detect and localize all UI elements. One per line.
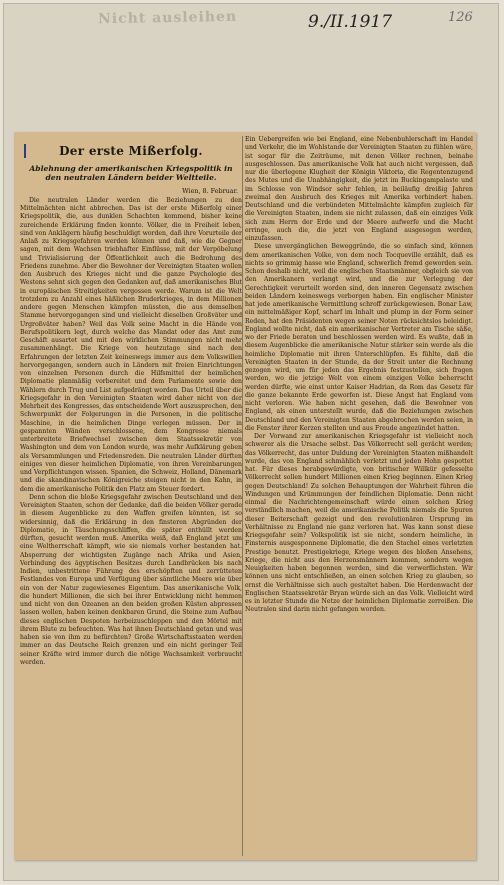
article-paragraph: Die neutralen Länder werden die Beziehungen zu den Mittelmächten nicht abbrechen. Das ist der erste Mißerfolg einer Kriegspolitik, die, aus dunklen Schachten kommend, bisher keine zureichende Erklärung finden konnte. Völker, die in Freiheit leben, sind von Anklägern häufig beschuldigt worden, daß ihre Vorurteile der Anlaß zu Kriegsgefahren werden können und daß, wie die Gegner sagen, mit dem Wachsen triebhafter Einflüsse, mit der Verpöbelung und Trivialisierung der Öffentlichkeit auch die Bedrohung des Friedens zunehme. Aber die Bewohner der Vereinigten Staaten wollen den Ausbruch des Krieges nicht und die ganze Psychologie des Westens sehnt sich gegen den Gedanken auf, daß amerikanisches Blut in europäischen Streitigkeiten vergossen werde. Warum ist die Welt trotzdem zu Anzahl eines häßlichen Bruderkrieges, in dem Millionen andere gegen Menschen kämpfen müssten, die aus demselben Stamme hervorgegangen sind und vielleicht dieselben Großväter und Urgroßväter haben? Weil das Volk seine Macht in die Hände von Berufspolitikern legt, durch welche das Mandat oder das Amt zum Geschäft ausartet und mit den wirklichen Stimmungen nicht mehr zusammenhängt. Die Kriege von heutzutage sind nach den Erfahrungen der letzten Zeit keineswegs immer aus dem Volkswillen hervorgegangen, sondern auch in Ländern mit freien Einrichtungen von einzelnen Personen durch die Hilfsmittel der heimlichen Diplomatie planmäßig vorbereitet und dem Parlamente sowie den Wählern durch Trug und List aufgedrängt worden. Das Urteil über die Kriegsgefahr in den Vereinigten Staaten wird daher nicht von der Mehrheit des Kongresses, das entscheidende Wort auszusprechen, den Schwerpunkt der Folgerungen in die Personen, in die politische Maschine, in die heimlichen Dinge verlegen müssen. Der in gespannten Wänden verschlossene, dem Kongresse niemals unterbreitete Briefwechsel zwischen dem Staatssekretär von Washington und dem von London wurde, was mehr Aufklärung geben als Versammlungen und Friedensreden. Die neutralen Länder dürften einiges von dieser heimlichen Diplomatie, von ihren Vereinbarungen und Verpflichtungen wissen. Spanien, die Schweiz, Holland, Dänemark und die skandinavischen Königreiche steigen nicht in den Kahn, in dem die amerikanische Politik den Platz am Steuer fordert.	[20, 196, 242, 493]
faint-archive-stamp: Nicht ausleihen	[97, 8, 238, 28]
article-dateline: Wien, 8. Februar.	[182, 186, 238, 195]
article-paragraph: Denn schon die bloße Kriegsgefahr zwischen Deutschland und den Vereinigten Staaten, schon der Gedanke, daß die beiden Völker gerade in diesem Augenblicke zu den Waffen greifen könnten, ist so widersinnig, daß die Erklärung in den finsteren Abgründen der Diplomatie, in Täuschungsschliffen, die später enthüllt werden dürften, gesucht werden muß. Amerika weiß, daß England jetzt um eine Weltherrschaft kämpft, wie sie niemals vorher bestanden hat. Absperrung der wichtigsten Zugänge nach Afrika und Asien, Verbindung des ägyptischen Besitzes durch Landbrücken bis nach Indien, unbestrittene Führung des erschöpften und zerrütteten Festlandes von Europa und Verfügung über sämtliche Meere wie über ein von der Natur zugewiesenes Eigentum. Das amerikanische Volk, die hundert Millionen, die sich bei ihrer Entwicklung nicht hemmen und nicht von den Ozeanen an den beiden großen Küsten abpressen lassen wollen, haben keinen denkbaren Grund, die Steine zum Aufbau dieses englischen Despoten herbeizuschleppen und den Mörtel mit ihrem Blute zu befeuchten. Was hat ihnen Deutschland getan und was haben sie von ihm zu befürchten? Große Wirtschaftsstaaten werden immer an das Deutsche Reich grenzen und ein nicht geringer Teil seiner Kräfte wird immer durch die nötige Wachsamkeit verbraucht werden.	[20, 493, 242, 666]
article-paragraph: Der Vorwand zur amerikanischen Kriegsgefahr ist vielleicht noch schwerer als die Ursache selbst. Das Völkerrecht soll gerächt werden; das Völkerrecht, das unter Duldung der Vereinigten Staaten mißhandelt wurde, das von England schmählich verletzt und jeden Hohn gespottet hat. Für dieses herabgewürdigte, von britischer Willkür gefesselte Völkerrecht sollen hundert Millionen einen Krieg beginnen. Einen Krieg gegen Deutschland! Zu solchen Behauptungen der Wahrheit führen die Windungen und Krümmungen der feindlichen Diplomatie. Denn nicht einmal die Nachrichtengemeinschaft würde einen solchen Krieg verständlich machen, weil die amerikanische Politik niemals die Spuren dieser Beiterschaft gezeigt und den revolutionären Ursprung im Verhältnisse zu England nie ganz verloren hat. Was kann sonst diese Kriegsgefahr sein? Volkspolitik ist sie nicht, sondern heimliche, in Finsternis ausgesponnene Diplomatie, die den Stachel eines verletzten Prestige benutzt. Prestigekriege, Kriege wegen des bloßen Ansehens, Kriege, die nicht aus den Herzensmännern kommen, sondern wegen Neuigkeiten haben begonnen werden, sind die verwerflichsten. Wir können uns nicht entschließen, an einen solchen Krieg zu glauben, so ernst die Verhältnisse sich auch gestaltet haben. Die Herdenwacht der Englischen Staatssekretär Bryan würde sich an das Volk. Vielleicht wird es in letzter Stunde die Netze der heimlichen Diplomatie zerreißen. Die Neutralen sind darin nicht gefangen worden.	[245, 433, 473, 614]
article-subtitle: Ablehnung der amerikanischen Kriegspolitik in den neutralen Ländern beider Weltteile.	[29, 164, 233, 183]
blue-pencil-mark	[24, 144, 26, 158]
column-divider	[242, 136, 243, 856]
handwritten-date: 9./II.1917	[308, 12, 393, 32]
article-paragraph: Ein Uebergreifen wie bei England, eine Nebenbuhlerschaft im Handel und Verkehr, die im Wohlstande der Vereinigten Staaten zu fühlen wäre, ist sogar für die Zeiträume, mit denen Völker rechnen, beinahe ausgeschlossen. Das amerikanische Volk hat auch nicht vergessen, daß nur die überlegene Klugheit der Königin Viktoria, die Regentenzugend des Mutes und die Unabhängigkeit, die jetzt im Buckingampalaste und im Schlosse von Windsor sehr fehlen, in beiläufig dreißig Jahren zweimal den Ausbruch des Krieges mit Amerika verhindert haben. Deutschland und die verbündeten Mittelmächte kämpfen zugleich für die Vereinigten Staaten, indem sie nicht zulassen, daß ein einziges Volk sich zum Herrn der Erde und der Meere aufwerfe und die Macht erringe, auch die, die jetzt von England ausgesogen werden, einzufassen.	[245, 136, 473, 242]
article-title: Der erste Mißerfolg.	[59, 144, 203, 158]
handwritten-page-number: 126	[448, 10, 473, 25]
article-left-column	[20, 136, 242, 860]
article-right-column	[245, 136, 473, 860]
article-paragraph: Diese unvergänglichen Beweggründe, die so einfach sind, können dem amerikanischen Volke, von dem noch Tocqueville erzählt, daß es nichts so grimmig hasse wie England, schwerlich fremd geworden sein. Schon deshalb nicht, weil die englischen Staatsmänner, obgleich sie von den Amerikanern verlangt wird, und die zur Verlegung der Gerechtigkeit verurteilt worden sind, den inneren Gegensatz zwischen beiden Ländern keineswegs verborgen haben. Ein englischer Minister hat jede amerikanische Vermittlung schroff zurückgewiesen. Bonar Law, ein mittelmäßiger Kopf, scharf im Inhalt und plump in der Form seiner Reden, hat den Präsidenten wegen seiner Noten rücksichtslos beleidigt. England wollte nicht, daß ein amerikanischer Vertreter am Tische säße, wo der Friede beraten und beschlossen werden wird. Es wußte, daß in diesem Augenblicke die amerikanische Natur stärker sein werde als die heimliche Diplomatie mit ihren Unterschlüpfen. Es fühlte, daß die Vereinigten Staaten in der Stunde, da der Streit unter die Rechnung gezogen wird, um für jeden das Ergebnis festzustellen, sich fragen werden, wo die jetzige Welt von einem einzigen Volke beherrscht werden dürfte, wie einst unter Kaiser Hadrian, da Rom das Gesetz für die ganze bekannte Erde geworfen ist. Diese Angst hat England vom nicht verloren. Wie haben nicht gesehen, daß die Bewohner von England, als einen unterstellt wurde, daß die Beziehungen zwischen Deutschland und den Vereinigten Staaten abgebrochen werden seien, in die Fenster ihrer Kerzen stellten und aus Freude angezündet hatten.	[245, 243, 473, 432]
